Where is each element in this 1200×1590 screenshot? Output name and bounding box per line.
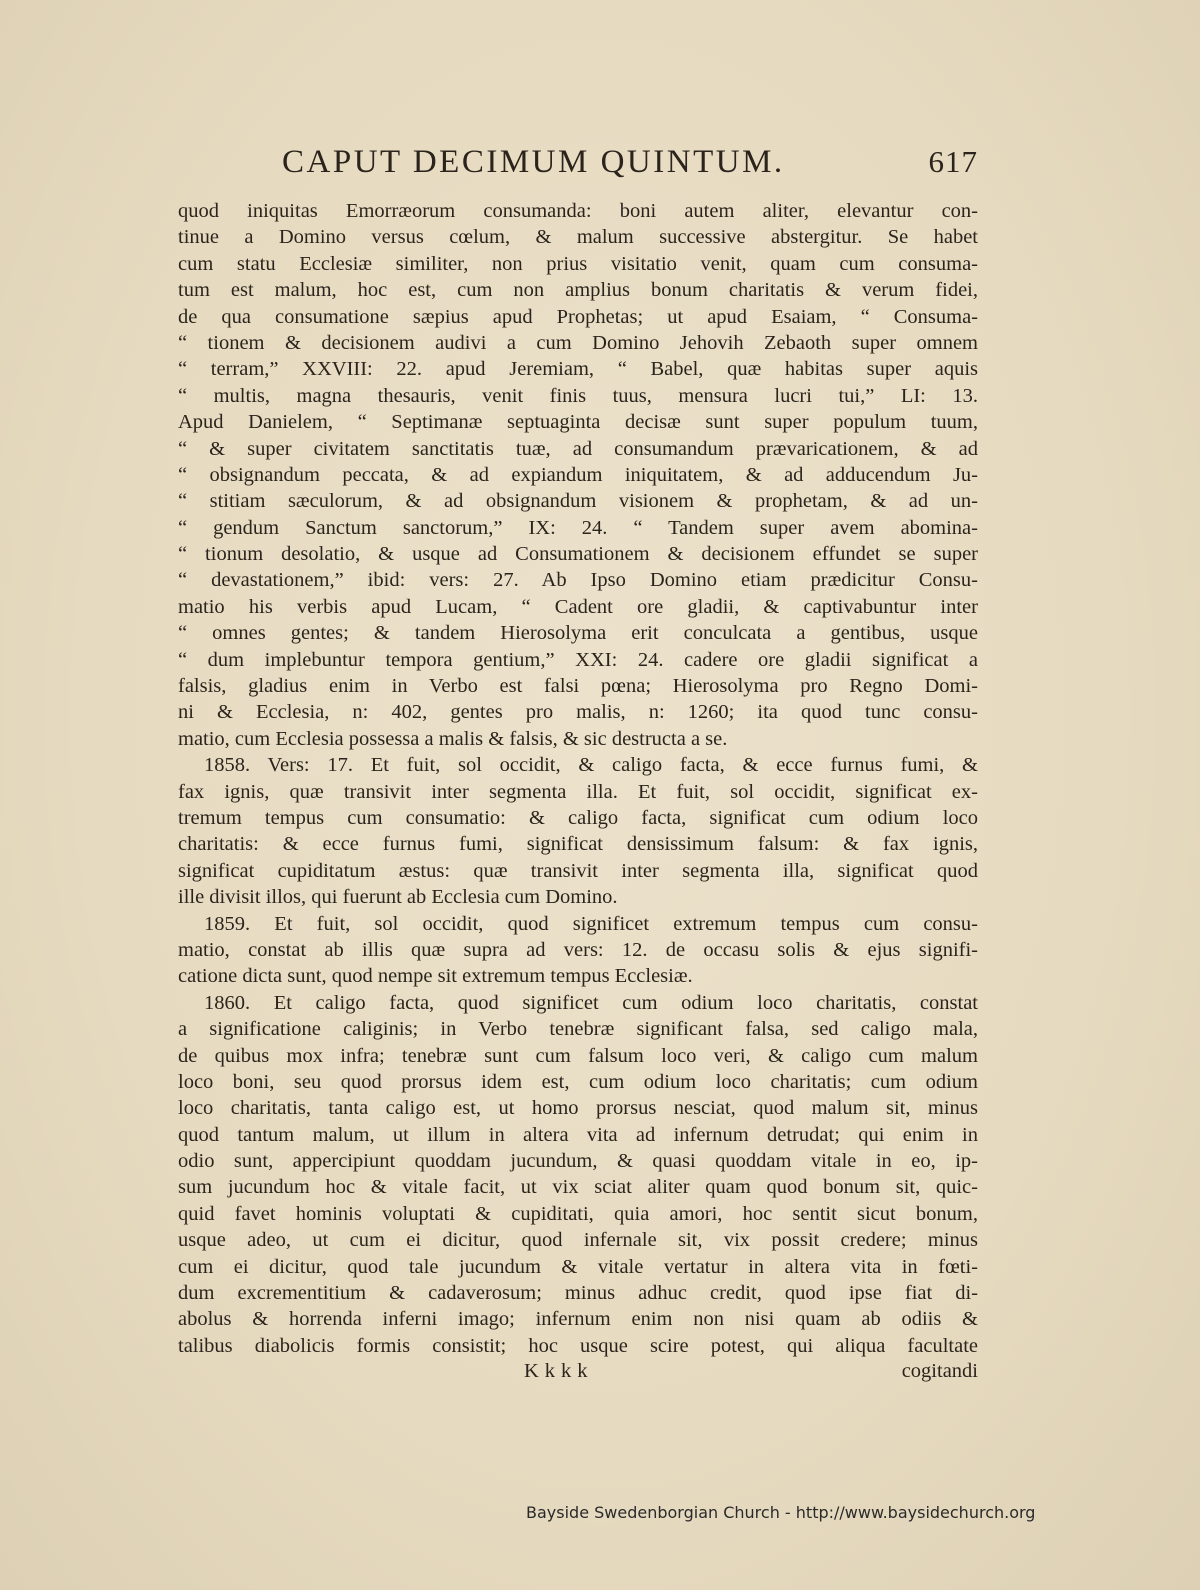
text-line: “ gendum Sanctum sanctorum,” IX: 24. “ Tandem super avem abomina- bbox=[178, 516, 978, 539]
text-line: matio, constat ab illis quæ supra ad vers: 12. de occasu solis & ejus signifi- bbox=[178, 938, 978, 961]
text-line: “ obsignandum peccata, & ad expiandum iniquitatem, & ad adducendum Ju- bbox=[178, 463, 978, 486]
text-line: “ & super civitatem sanctitatis tuæ, ad consumandum prævaricationem, & ad bbox=[178, 437, 978, 460]
text-line: matio, cum Ecclesia possessa a malis & falsis, & sic destructa a se. bbox=[178, 727, 728, 750]
text-line: loco boni, seu quod prorsus idem est, cum odium loco charitatis; cum odium bbox=[178, 1070, 978, 1093]
text-line: fax ignis, quæ transivit inter segmenta illa. Et fuit, sol occidit, significat ex- bbox=[178, 780, 978, 803]
text-line: “ tionum desolatio, & usque ad Consumationem & decisionem effundet se super bbox=[178, 543, 978, 566]
body-text bbox=[178, 198, 978, 1359]
text-line: a significatione caliginis; in Verbo tenebræ significant falsa, sed caligo mala, bbox=[178, 1018, 978, 1041]
text-line: ni & Ecclesia, n: 402, gentes pro malis, n: 1260; ita quod tunc consu- bbox=[178, 701, 978, 724]
text-line: de quibus mox infra; tenebræ sunt cum falsum loco veri, & caligo cum malum bbox=[178, 1044, 978, 1067]
paragraph-1860-start: 1860. Et caligo facta, quod significet cum odium loco charitatis, constat bbox=[204, 991, 978, 1014]
text-line: cum ei dicitur, quod tale jucundum & vitale vertatur in altera vita in fœti- bbox=[178, 1255, 978, 1278]
chapter-title: CAPUT DECIMUM QUINTUM. bbox=[282, 144, 785, 180]
text-line: quod iniquitas Emorræorum consumanda: boni autem aliter, elevantur con- bbox=[178, 200, 978, 222]
catchword: cogitandi bbox=[901, 1360, 978, 1382]
signature-mark: Kkkk bbox=[524, 1360, 594, 1382]
text-line: cum statu Ecclesiæ similiter, non prius visitatio venit, quam cum consuma- bbox=[178, 252, 978, 275]
text-line: usque adeo, ut cum ei dicitur, quod infernale sit, vix possit credere; minus bbox=[178, 1229, 978, 1252]
text-line: “ stitiam sæculorum, & ad obsignandum visionem & prophetam, & ad un- bbox=[178, 490, 978, 513]
text-line: Apud Danielem, “ Septimanæ septuaginta decisæ sunt super populum tuum, bbox=[178, 411, 978, 434]
text-line: “ dum implebuntur tempora gentium,” XXI: 24. cadere ore gladii significat a bbox=[178, 648, 978, 671]
running-header bbox=[178, 142, 978, 188]
text-line: significat cupiditatum æstus: quæ transivit inter segmenta illa, significat quod bbox=[178, 859, 978, 882]
text-line: “ multis, magna thesauris, venit finis tuus, mensura lucri tui,” LI: 13. bbox=[178, 384, 978, 407]
text-line: “ omnes gentes; & tandem Hierosolyma erit conculcata a gentibus, usque bbox=[178, 622, 978, 645]
watermark-text: Bayside Swedenborgian Church - http://www.baysidechurch.org bbox=[526, 1503, 1036, 1522]
text-line: quod tantum malum, ut illum in altera vita ad infernum detrudat; qui enim in bbox=[178, 1123, 978, 1146]
page-number: 617 bbox=[928, 144, 978, 179]
text-line: matio his verbis apud Lucam, “ Cadent ore gladii, & captivabuntur inter bbox=[178, 595, 978, 618]
text-line: “ tionem & decisionem audivi a cum Domino Jehovih Zebaoth super omnem bbox=[178, 331, 978, 354]
text-line: tremum tempus cum consumatio: & caligo facta, significat cum odium loco bbox=[178, 806, 978, 829]
text-line: dum excrementitium & cadaverosum; minus adhuc credit, quod ipse fiat di- bbox=[178, 1282, 978, 1305]
text-line: de qua consumatione sæpius apud Prophetas; ut apud Esaiam, “ Consuma- bbox=[178, 305, 978, 328]
text-line: quid favet hominis voluptati & cupiditati, quia amori, hoc sentit sicut bonum, bbox=[178, 1202, 978, 1225]
text-line: talibus diabolicis formis consistit; hoc usque scire potest, qui aliqua facultate bbox=[178, 1334, 978, 1357]
paragraph-1859-start: 1859. Et fuit, sol occidit, quod significet extremum tempus cum consu- bbox=[204, 912, 978, 935]
page-footer bbox=[178, 1358, 978, 1384]
paragraph-1858-start: 1858. Vers: 17. Et fuit, sol occidit, & caligo facta, & ecce furnus fumi, & bbox=[204, 754, 978, 777]
text-line: catione dicta sunt, quod nempe sit extremum tempus Ecclesiæ. bbox=[178, 965, 693, 988]
text-line: loco charitatis, tanta caligo est, ut homo prorsus nesciat, quod malum sit, minus bbox=[178, 1097, 978, 1120]
text-line: tum est malum, hoc est, cum non amplius bonum charitatis & verum fidei, bbox=[178, 279, 978, 302]
text-line: tinue a Domino versus cœlum, & malum successive abstergitur. Se habet bbox=[178, 226, 978, 249]
text-line: falsis, gladius enim in Verbo est falsi pœna; Hierosolyma pro Regno Domi- bbox=[178, 675, 978, 698]
text-line: sum jucundum hoc & vitale facit, ut vix sciat aliter quam quod bonum sit, quic- bbox=[178, 1176, 978, 1199]
text-line: “ devastationem,” ibid: vers: 27. Ab Ipso Domino etiam prædicitur Consu- bbox=[178, 569, 978, 592]
text-line: ille divisit illos, qui fuerunt ab Ecclesia cum Domino. bbox=[178, 886, 618, 909]
text-line: abolus & horrenda inferni imago; infernum enim non nisi quam ab odiis & bbox=[178, 1308, 978, 1331]
text-line: odio sunt, appercipiunt quoddam jucundum, & quasi quoddam vitale in eo, ip- bbox=[178, 1150, 978, 1173]
text-line: charitatis: & ecce furnus fumi, significat densissimum falsum: & fax ignis, bbox=[178, 833, 978, 856]
text-line: “ terram,” XXVIII: 22. apud Jeremiam, “ Babel, quæ habitas super aquis bbox=[178, 358, 978, 381]
